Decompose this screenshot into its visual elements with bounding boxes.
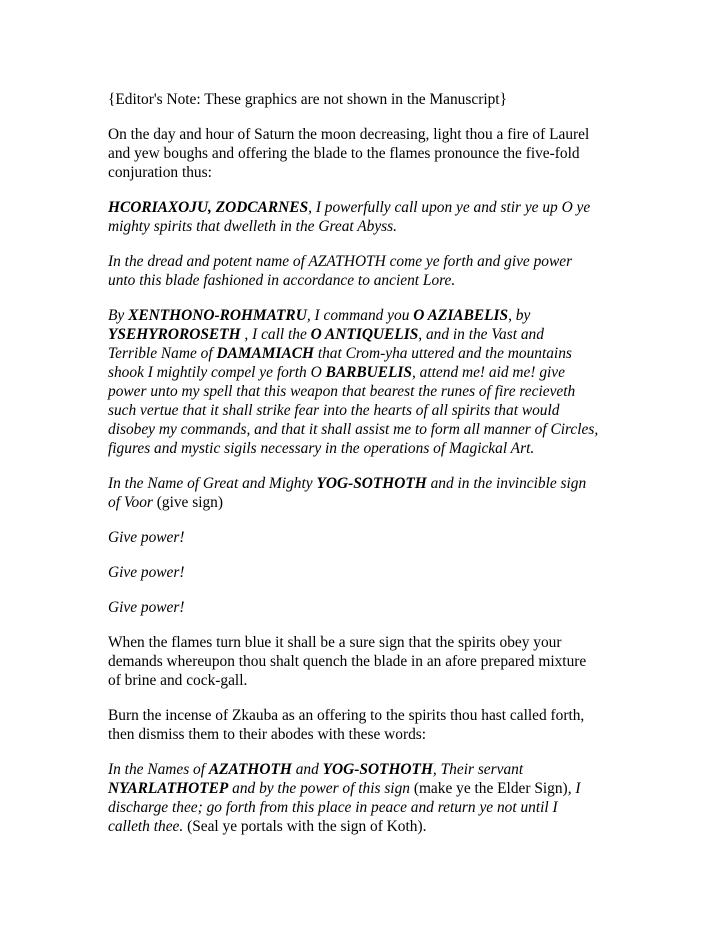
paragraph-first-conjuration	[108, 198, 628, 236]
paragraph-saturn-instructions: On the day and hour of Saturn the moon decreasing, light thou a fire of Laurel and yew boughs and offering the blade to the flames pronounce the five-fold conjuration thus:	[108, 126, 590, 181]
stage-direction: (make ye the Elder Sign)	[409, 780, 568, 797]
text-span: and	[291, 761, 323, 778]
name-aziabelis: O AZIABELIS	[413, 307, 509, 324]
document-page	[108, 90, 628, 852]
text-span: and by the power of this sign	[228, 780, 410, 797]
paragraph-dismissal	[108, 760, 628, 836]
give-power-line-3: Give power!	[108, 599, 185, 616]
give-power-line-2: Give power!	[108, 564, 185, 581]
give-power-line-1: Give power!	[108, 529, 185, 546]
paragraph-flames-blue: When the flames turn blue it shall be a sure sign that the spirits obey your demands whereupon thou shalt quench the blade in an afore prepared mixture of brine and cock-gall.	[108, 634, 587, 689]
text-span: In the Names of	[108, 761, 209, 778]
paragraph-yog-sothoth	[108, 474, 628, 512]
text-span: , attend me! aid me! give power unto my spell that this weapon that bearest the runes of fire recieveth such vertue that it shall strike fear into the hearts of all spirits that would disobey my commands, and that it shall assist me to form all manner of Circles, figures and mystic sigils necessary in the operations of Magickal Art.	[108, 364, 599, 457]
name-nyarlathotep: NYARLATHOTEP	[108, 780, 229, 797]
text-span: In the Name of Great and Mighty	[108, 475, 317, 492]
stage-direction: (Seal ye portals with the sign of Koth).	[183, 818, 427, 835]
text-span: and in the invincible sign of Voor	[108, 475, 587, 511]
text-span: By	[108, 307, 129, 324]
text-span: , I command you	[306, 307, 414, 324]
name-yog-sothoth: YOG-SOTHOTH	[316, 475, 427, 492]
editor-note: {Editor's Note: These graphics are not shown in the Manuscript}	[108, 91, 507, 108]
name-antiquelis: O ANTIQUELIS	[310, 326, 419, 343]
name-azathoth: AZATHOTH	[208, 761, 292, 778]
text-span: , by	[508, 307, 531, 324]
paragraph-incense: Burn the incense of Zkauba as an offering to the spirits thou hast called forth, then dismiss them to their abodes with these words:	[108, 707, 585, 743]
name-xenthono: XENTHONO-ROHMATRU	[128, 307, 307, 324]
name-ysehyroroseth: YSEHYROROSETH	[108, 326, 241, 343]
paragraph-command	[108, 306, 628, 458]
text-span: , Their servant	[432, 761, 524, 778]
name-barbuelis: BARBUELIS	[325, 364, 412, 381]
text-span: , and in the Vast and Terrible Name of	[108, 326, 544, 362]
paragraph-azathoth-invocation: In the dread and potent name of AZATHOTH come ye forth and give power unto this blade fashioned in accordance to ancient Lore.	[108, 253, 573, 289]
name-damamiach: DAMAMIACH	[216, 345, 314, 362]
conjuration-name: HCORIAXOJU, ZODCARNES	[108, 199, 309, 216]
text-span: that Crom-yha uttered and the mountains shook I mightily compel ye forth O	[108, 345, 572, 381]
text-span: , I call the	[240, 326, 311, 343]
conjuration-text: , I powerfully call upon ye and stir ye up O ye mighty spirits that dwelleth in the Great Abyss.	[108, 199, 591, 235]
text-span: , I discharge thee; go forth from this place in peace and return ye not until I calleth thee.	[108, 780, 581, 835]
name-yog-sothoth: YOG-SOTHOTH	[322, 761, 433, 778]
stage-direction: (give sign)	[152, 494, 224, 511]
